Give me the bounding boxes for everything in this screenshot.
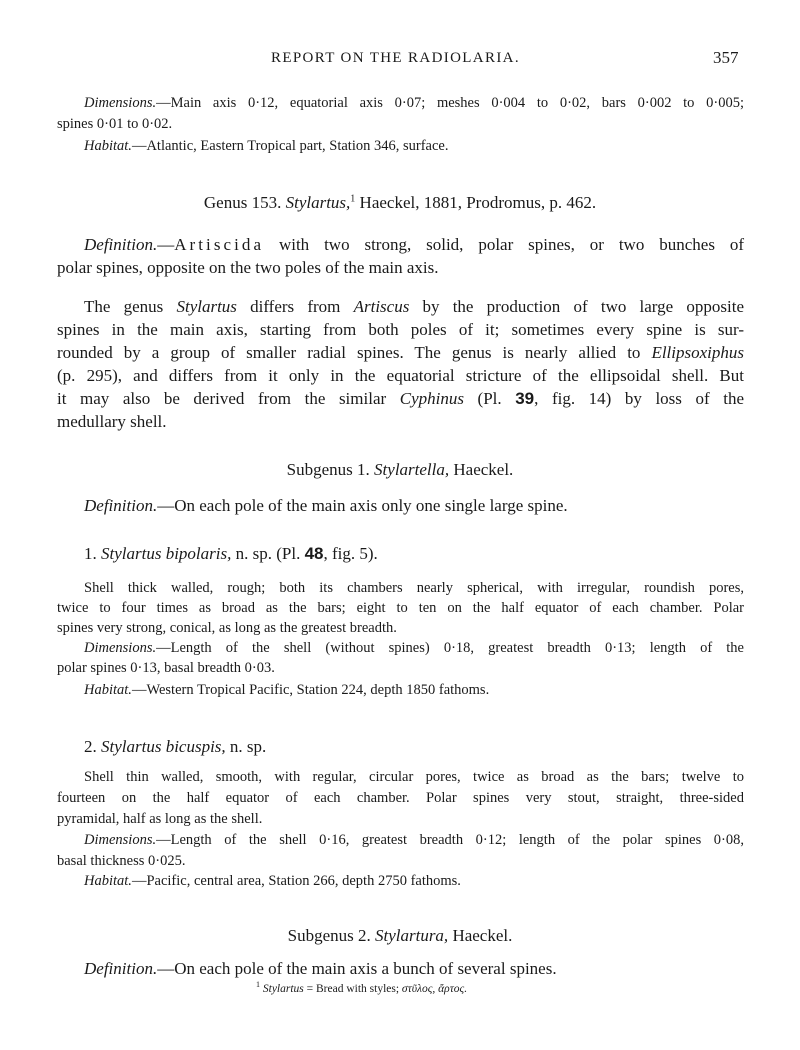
dimensions-label: Dimensions. [84,95,157,111]
definition-label: Definition. [84,959,158,978]
species-1-desc-line-2: twice to four times as broad as the bars; eight to ten on the half equator of each chamber. Polar [57,600,744,616]
subgenus-2-definition: Definition.—On each pole of the main axis a bunch of several spines. [84,959,557,978]
genus-definition-line-2: polar spines, opposite on the two poles of the main axis. [57,258,439,277]
discussion-line-2: spines in the main axis, starting from both poles of it; sometimes every spine is sur- [57,320,744,339]
species-2-desc-line-2: fourteen on the half equator of each chamber. Polar spines very stout, straight, three-sided [57,790,744,806]
species-1-habitat: Habitat.—Western Tropical Pacific, Station 224, depth 1850 fathoms. [84,682,490,698]
discussion-line-1: The genus Stylartus differs from Artiscus by the production of two large opposite [84,297,744,316]
discussion-line-4: (p. 295), and differs from it only in the equatorial stricture of the ellipsoidal shell. But [57,366,744,385]
dimensions-label: Dimensions. [84,832,157,848]
prev-dimensions-line-2: spines 0·01 to 0·02. [57,116,173,132]
subgenus-1-heading: Subgenus 1. Stylartella, Haeckel. [286,460,514,479]
species-1-heading: 1. Stylartus bipolaris, n. sp. (Pl. 48, fig. 5). [84,544,378,563]
species-1-dimensions-line-1: Dimensions.—Length of the shell (without spines) 0·18, greatest breadth 0·13; length of the [84,640,744,656]
habitat-label: Habitat. [84,873,132,889]
subgenus-2-heading: Subgenus 2. Stylartura, Haeckel. [287,926,513,945]
prev-dimensions-line-1: Dimensions.—Main axis 0·12, equatorial axis 0·07; meshes 0·004 to 0·02, bars 0·002 to 0·005; [84,95,744,111]
discussion-line-5: it may also be derived from the similar Cyphinus (Pl. 39, fig. 14) by loss of the [57,389,744,408]
discussion-line-3: rounded by a group of smaller radial spines. The genus is nearly allied to Ellipsoxiphus [57,343,744,362]
subgenus-1-definition: Definition.—On each pole of the main axis only one single large spine. [84,496,568,515]
species-2-dimensions-line-1: Dimensions.—Length of the shell 0·16, greatest breadth 0·12; length of the polar spines 0·08, [84,832,744,848]
species-2-desc-line-1: Shell thin walled, smooth, with regular, circular pores, twice as broad as the bars; twelve to [84,769,744,785]
running-title: REPORT ON THE RADIOLARIA. [271,50,520,66]
definition-label: Definition. [84,496,158,515]
species-2-desc-line-3: pyramidal, half as long as the shell. [57,811,263,827]
dimensions-label: Dimensions. [84,640,157,656]
species-2-heading: 2. Stylartus bicuspis, n. sp. [84,737,267,756]
genus-definition-line-1: Definition.—Artiscida with two strong, solid, polar spines, or two bunches of [84,235,744,254]
species-1-desc-line-1: Shell thick walled, rough; both its chambers nearly spherical, with irregular, roundish pores, [84,580,744,596]
discussion-line-6: medullary shell. [57,412,167,431]
species-2-dimensions-line-2: basal thickness 0·025. [57,853,186,869]
footnote: $^1$ Stylartus = Bread with styles; στῦλος, ἄρτος. [256,980,468,995]
genus-heading: Genus 153. Stylartus,$^1$ Haeckel, 1881, Prodromus, p. 462. [203,193,597,212]
species-1-dimensions-line-2: polar spines 0·13, basal breadth 0·03. [57,660,275,676]
footnote-marker: 1 [350,193,356,205]
species-1-desc-line-3: spines very strong, conical, as long as the greatest breadth. [57,620,397,636]
species-2-habitat: Habitat.—Pacific, central area, Station 266, depth 2750 fathoms. [84,873,461,889]
prev-habitat: Habitat.—Atlantic, Eastern Tropical part, Station 346, surface. [84,138,449,154]
habitat-label: Habitat. [84,138,132,154]
habitat-label: Habitat. [84,682,132,698]
definition-label: Definition. [84,235,158,254]
page-number: 357 [713,48,739,67]
